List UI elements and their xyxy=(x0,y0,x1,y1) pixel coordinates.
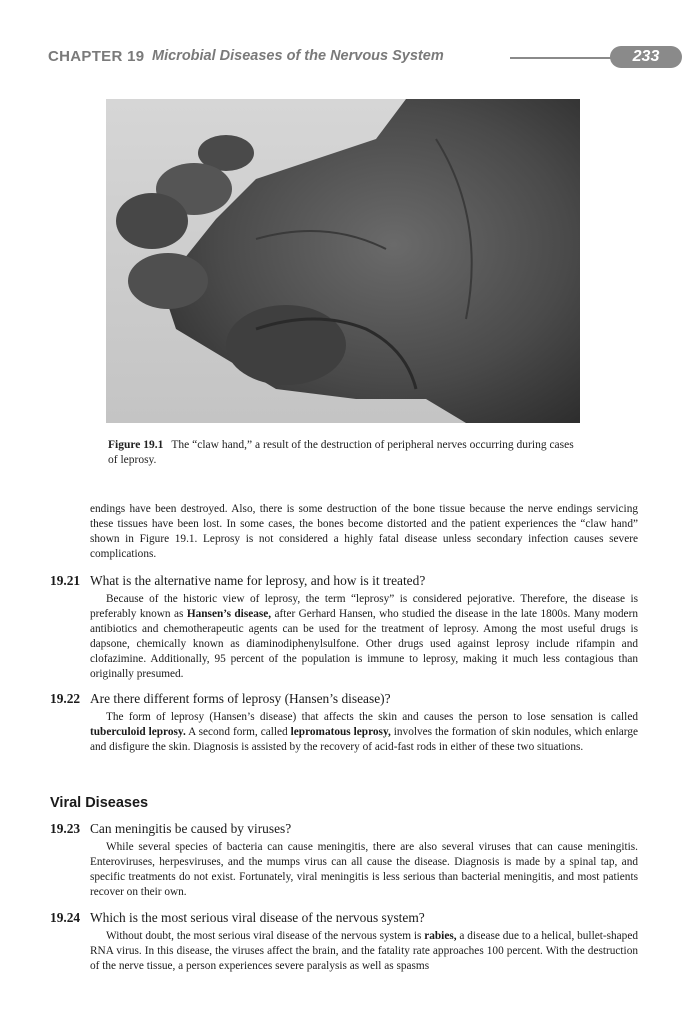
question-text: Can meningitis be caused by viruses? xyxy=(90,821,292,836)
answer-text: A second form, called xyxy=(185,726,291,738)
answer-text: Without doubt, the most serious viral disease of the nervous system is xyxy=(106,930,425,942)
answer-text: The form of leprosy (Hansen’s disease) that affects the skin and causes the person to lose sensation is called xyxy=(106,711,638,723)
answer-text: involves the formation of skin nodules, which enlarge and disfigure the skin. Diagnosis is assisted by the recovery of acid-fast rods in either of these two situations. xyxy=(90,726,639,753)
question-text: What is the alternative name for leprosy, and how is it treated? xyxy=(90,573,426,588)
figure-caption xyxy=(108,438,578,468)
term-hansens-disease: Hansen’s disease, xyxy=(186,608,272,620)
chapter-title: Microbial Diseases of the Nervous System xyxy=(152,48,444,64)
question-19-23 xyxy=(50,820,640,837)
question-19-24 xyxy=(50,909,640,926)
answer-text: a disease due to a helical, bullet-shaped RNA virus. In this disease, the viruses affect the brain, and the fatality rate approaches 100 percent. With the destruction of the nerve tissue, a person experiences severe paralysis as well as spasms xyxy=(90,930,638,972)
question-number: 19.24 xyxy=(50,910,81,925)
answer-19-21 xyxy=(90,592,638,682)
figure-label: Figure 19.1 xyxy=(108,439,164,451)
answer-text: Because of the historic view of leprosy, the term “leprosy” is considered pejorative. Therefore, the disease is preferably known as xyxy=(90,593,638,620)
question-number: 19.23 xyxy=(50,821,81,836)
claw-hand-photo xyxy=(106,99,580,423)
figure-caption-text: The “claw hand,” a result of the destruction of peripheral nerves occurring during cases of leprosy. xyxy=(108,439,574,466)
question-19-21 xyxy=(50,572,640,589)
answer-19-22 xyxy=(90,710,638,755)
term-lepromatous-leprosy: lepromatous leprosy, xyxy=(290,726,391,738)
question-number: 19.21 xyxy=(50,573,81,588)
page-number: 233 xyxy=(610,46,682,68)
hand-illustration xyxy=(106,99,580,423)
question-text: Are there different forms of leprosy (Hansen’s disease)? xyxy=(90,691,391,706)
page-header xyxy=(48,46,660,70)
question-number: 19.22 xyxy=(50,691,81,706)
answer-19-24 xyxy=(90,929,638,974)
section-heading-viral-diseases: Viral Diseases xyxy=(50,795,149,811)
header-rule xyxy=(510,57,620,59)
question-text: Which is the most serious viral disease of the nervous system? xyxy=(90,910,425,925)
chapter-label: CHAPTER 19 xyxy=(48,48,145,65)
term-tuberculoid-leprosy: tuberculoid leprosy. xyxy=(90,726,186,738)
answer-19-23: While several species of bacteria can cause meningitis, there are also several viruses that can cause meningitis. Enteroviruses, herpesviruses, and the mumps virus can all cause the disease. Diagnosis is made by a spinal tap, and specific treatments do not exist. Fortunately, viral meningitis is less serious than bacterial meningitis, and most patients recover on their own. xyxy=(90,841,638,898)
intro-paragraph: endings have been destroyed. Also, there is some destruction of the bone tissue because the nerve endings servicing these tissues have been lost. In some cases, the bones become distorted and the patient experiences the “claw hand” shown in Figure 19.1. Leprosy is not considered a highly fatal disease unless secondary infection causes severe complications. xyxy=(90,503,638,560)
answer-text: after Gerhard Hansen, who studied the disease in the late 1800s. Many modern antibiotics and chemotherapeutic agents can be used for the treatment of leprosy. Among the most useful drugs is dapsone, chemically known as diaminodiphenylsulfone. Other drugs used against leprosy include rifampin and clofazimine. Additionally, 95 percent of the population is immune to leprosy, making it much less contagious than originally presumed. xyxy=(90,608,638,680)
term-rabies: rabies, xyxy=(424,930,457,942)
question-19-22 xyxy=(50,690,640,707)
